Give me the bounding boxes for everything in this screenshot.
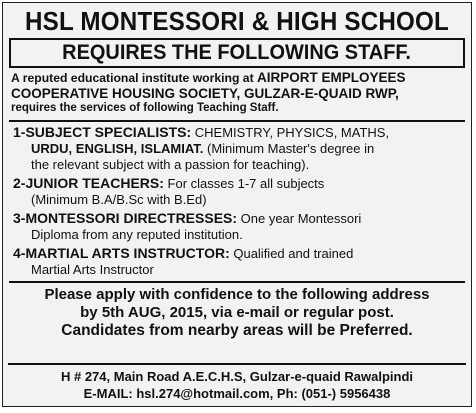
apply-deadline: 5th AUG, 2015, — [101, 304, 208, 321]
position-heading: 1-SUBJECT SPECIALISTS: — [13, 124, 192, 140]
position-detail: For classes 1-7 all subjects — [163, 176, 325, 191]
requirement-banner — [9, 38, 465, 68]
intro-paragraph — [11, 70, 463, 116]
apply-text: by — [80, 304, 102, 321]
apply-text: via e-mail or regular post. — [207, 304, 394, 321]
apply-line-1: Please apply with confidence to the following address — [44, 286, 430, 303]
position-detail: One year Montessori — [237, 211, 362, 226]
position-subjects: URDU, ENGLISH, ISLAMIAT. — [31, 141, 204, 156]
position-subject-specialists — [13, 124, 465, 173]
intro-text: A reputed educational institute working at — [11, 71, 258, 85]
position-detail-line: the relevant subject with a passion for teaching). — [31, 157, 310, 172]
school-title: HSL MONTESSORI & HIGH SCHOOL — [25, 6, 449, 36]
job-advertisement — [2, 2, 472, 407]
positions-list — [9, 120, 465, 283]
requirement-banner-text: REQUIRES THE FOLLOWING STAFF. — [62, 41, 412, 64]
footer-contact: E-MAIL: hsl.274@hotmail.com, Ph: (051-) 5956438 — [83, 386, 391, 401]
position-detail: Qualified and trained — [229, 246, 354, 261]
footer-address: H # 274, Main Road A.E.C.H.S, Gulzar-e-quaid Rawalpindi — [60, 369, 414, 384]
position-detail: CHEMISTRY, PHYSICS, MATHS, — [191, 125, 390, 140]
application-instructions — [3, 286, 471, 340]
apply-line-2 — [3, 304, 471, 322]
intro-line-1 — [11, 70, 463, 86]
position-detail-line — [13, 141, 465, 157]
position-heading: 4-MARTIAL ARTS INSTRUCTOR: — [13, 245, 230, 261]
position-detail-line: Diploma from any reputed institution. — [31, 227, 243, 242]
position-detail-line: Martial Arts Instructor — [31, 262, 154, 277]
apply-preference-note: Candidates from nearby areas will be Preferred. — [61, 322, 413, 339]
position-heading: 3-MONTESSORI DIRECTRESSES: — [13, 210, 238, 226]
intro-location-2: COOPERATIVE HOUSING SOCIETY, GULZAR-E-QUAID RWP, — [11, 86, 399, 101]
position-heading: 2-JUNIOR TEACHERS: — [13, 175, 164, 191]
position-montessori-directresses — [13, 210, 465, 243]
intro-line-3: requires the services of following Teaching Staff. — [11, 102, 279, 114]
position-martial-arts-instructor — [13, 245, 465, 278]
intro-location-1: AIRPORT EMPLOYEES — [257, 70, 406, 85]
position-detail-line: (Minimum B.A/B.Sc with B.Ed) — [31, 192, 207, 207]
position-detail: (Minimum Master's degree in — [203, 141, 375, 156]
contact-footer — [8, 363, 466, 402]
position-junior-teachers — [13, 175, 465, 208]
